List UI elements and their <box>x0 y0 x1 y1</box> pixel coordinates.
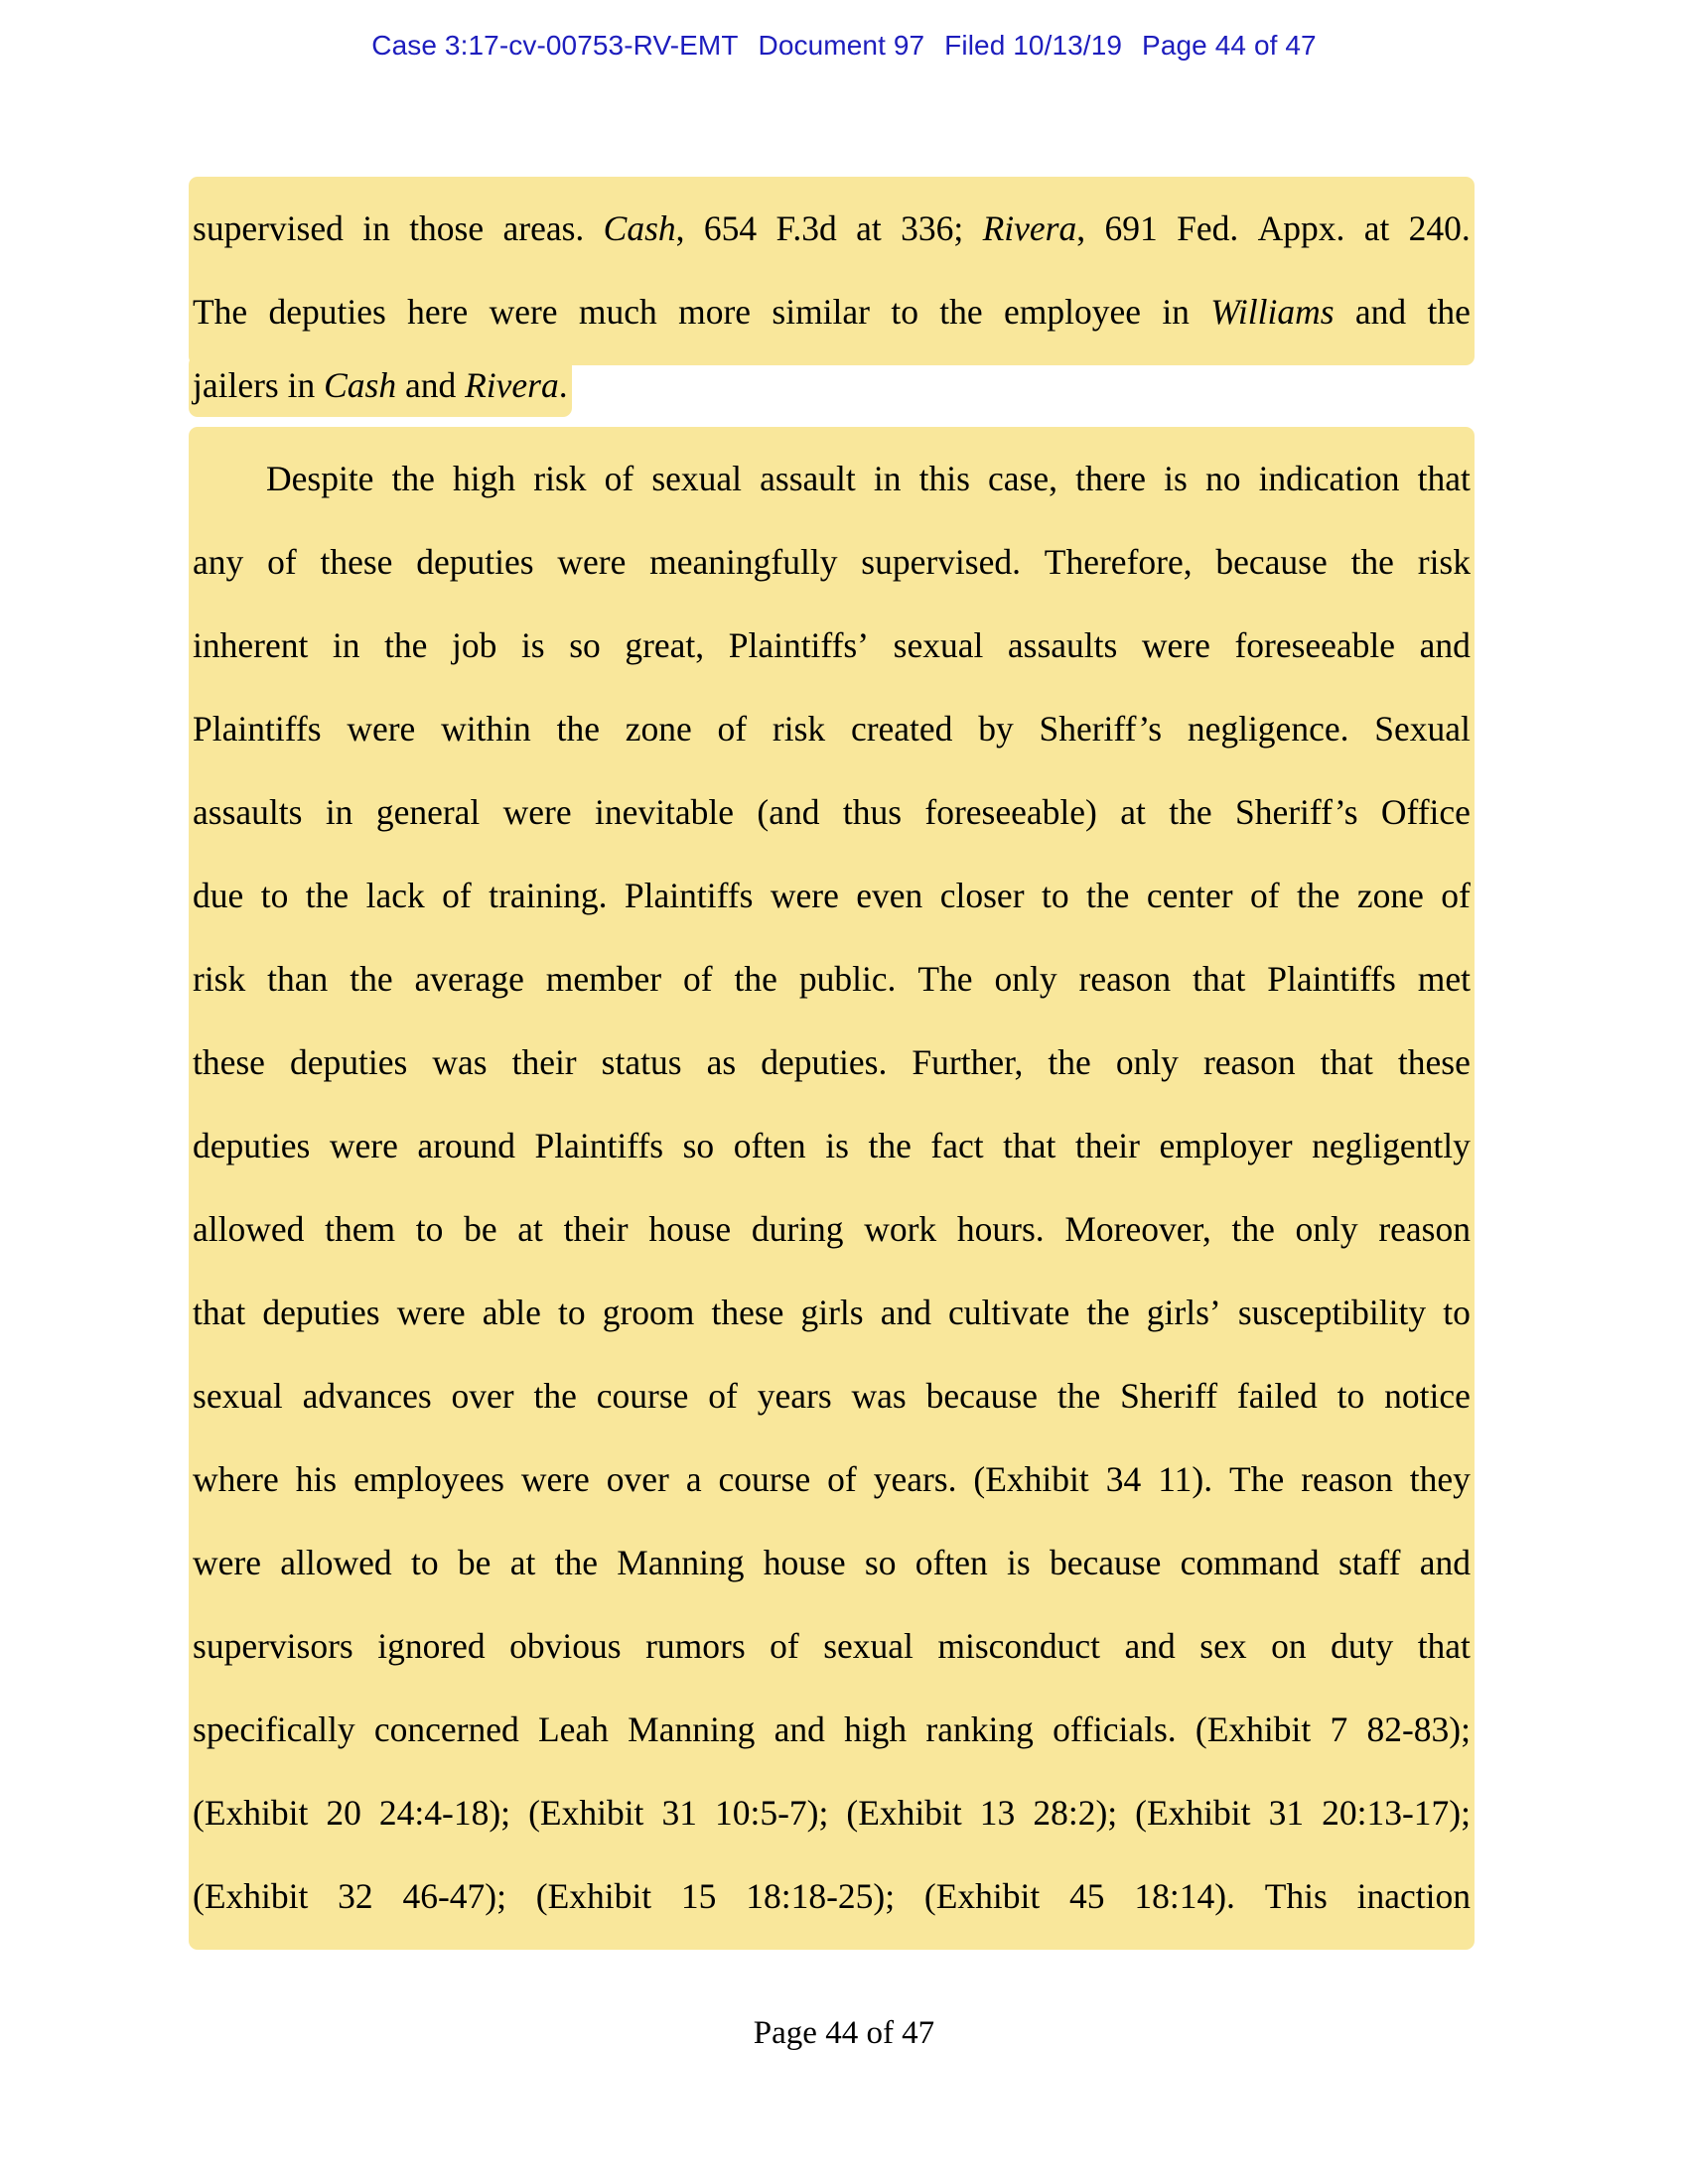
word: this <box>918 459 970 498</box>
word: high <box>844 1709 908 1749</box>
word: and <box>774 1709 825 1749</box>
word: Office <box>1380 792 1471 832</box>
text-line <box>189 1011 1475 1094</box>
word: obvious <box>509 1626 622 1666</box>
text-line <box>189 1844 1475 1928</box>
word: high <box>453 459 516 498</box>
word: were <box>520 1459 590 1499</box>
word: 45 <box>1069 1876 1105 1916</box>
word: the <box>939 292 983 332</box>
word: employees <box>353 1459 504 1499</box>
word: here <box>407 292 469 332</box>
word: rumors <box>645 1626 746 1666</box>
word: The <box>917 959 973 999</box>
word: Sheriff’s <box>1234 792 1358 832</box>
word: (Exhibit <box>846 1793 962 1833</box>
word: and <box>1419 1543 1471 1582</box>
word: to <box>410 1543 439 1582</box>
word: the <box>1048 1042 1091 1082</box>
word: failed <box>1236 1376 1318 1416</box>
word: Manning <box>628 1709 756 1749</box>
word: Manning <box>617 1543 745 1582</box>
word: was <box>851 1376 907 1416</box>
word: 32 <box>338 1876 373 1916</box>
word: Despite <box>266 459 374 498</box>
word: 18:14). <box>1134 1876 1235 1916</box>
word: of <box>1441 876 1471 915</box>
word: at <box>517 1209 543 1249</box>
text-line <box>189 1177 1475 1261</box>
word: officials. <box>1053 1709 1177 1749</box>
word: Sheriff <box>1120 1376 1218 1416</box>
word: Plaintiffs <box>193 709 322 749</box>
word: be <box>457 1543 492 1582</box>
word: command <box>1180 1543 1320 1582</box>
page-footer <box>0 2015 1688 2052</box>
word: Plaintiffs <box>624 876 754 915</box>
word: 13 <box>979 1793 1016 1833</box>
word: 20:13-17); <box>1322 1793 1471 1833</box>
word: to <box>1336 1376 1365 1416</box>
word: Fed. <box>1177 208 1239 248</box>
word: groom <box>602 1293 695 1332</box>
word: were <box>329 1126 398 1165</box>
word: at <box>1363 208 1390 248</box>
word: in <box>362 208 390 248</box>
word: is <box>825 1126 849 1165</box>
word: the <box>1297 876 1340 915</box>
word: Leah <box>537 1709 609 1749</box>
word: the <box>305 876 350 915</box>
word: in <box>873 459 902 498</box>
word: of <box>683 959 713 999</box>
word: risk <box>533 459 587 498</box>
word: there <box>1075 459 1147 498</box>
word: inherent <box>193 625 309 665</box>
word: risk <box>1417 542 1471 582</box>
word: the <box>533 1376 577 1416</box>
word: employer <box>1159 1126 1293 1165</box>
word: was <box>432 1042 488 1082</box>
word: only <box>1115 1042 1179 1082</box>
word: no <box>1204 459 1241 498</box>
text-line <box>189 1511 1475 1594</box>
word: general <box>375 792 481 832</box>
word: Rivera, <box>982 208 1086 248</box>
word: to <box>260 876 289 915</box>
word: Plaintiffs <box>1267 959 1396 999</box>
word: in <box>325 792 353 832</box>
word: great, <box>625 625 705 665</box>
word: be <box>464 1209 497 1249</box>
word: to <box>557 1293 586 1332</box>
text-line <box>189 1761 1475 1844</box>
word: were <box>347 709 416 749</box>
word: the <box>1350 542 1394 582</box>
word: of <box>604 459 634 498</box>
text-line <box>189 427 1475 510</box>
word: reason <box>1078 959 1172 999</box>
text-line <box>189 1261 1475 1344</box>
word: sexual <box>823 1626 914 1666</box>
word: that <box>1193 959 1246 999</box>
text-line <box>189 343 1475 427</box>
word: these <box>320 542 393 582</box>
word: the <box>734 959 777 999</box>
document-body <box>189 177 1475 1928</box>
word: similar <box>772 292 870 332</box>
word: only <box>1295 1209 1358 1249</box>
word: Sexual <box>1374 709 1471 749</box>
word: these <box>193 1042 265 1082</box>
word: supervised. <box>861 542 1021 582</box>
word: reason <box>1378 1209 1471 1249</box>
word: due <box>193 876 244 915</box>
text-line <box>189 177 1475 260</box>
text-line <box>189 677 1475 760</box>
word: average <box>414 959 524 999</box>
word: fact <box>930 1126 984 1165</box>
word: inaction <box>1356 1876 1471 1916</box>
word: (and <box>757 792 820 832</box>
word: house <box>763 1543 846 1582</box>
word: because <box>925 1376 1038 1416</box>
word: (Exhibit <box>923 1876 1041 1916</box>
word: that <box>1417 459 1471 498</box>
word: allowed <box>193 1209 305 1249</box>
word: job <box>452 625 497 665</box>
word: 7 <box>1330 1709 1348 1749</box>
word: (Exhibit <box>528 1793 644 1833</box>
word: the <box>1086 1293 1130 1332</box>
text-line <box>189 1344 1475 1428</box>
text-line <box>189 1678 1475 1761</box>
word: Therefore, <box>1044 542 1193 582</box>
word: that <box>1320 1042 1373 1082</box>
word: 46-47); <box>402 1876 506 1916</box>
word: in <box>1162 292 1190 332</box>
word: sexual <box>193 1376 283 1416</box>
word: Appx. <box>1257 208 1345 248</box>
word: because <box>1050 1543 1162 1582</box>
highlighted-text <box>189 1844 1475 1950</box>
word: as <box>706 1042 737 1082</box>
word: deputies. <box>761 1042 888 1082</box>
word: inevitable <box>595 792 734 832</box>
word: course <box>596 1376 689 1416</box>
word: Plaintiffs’ <box>728 625 870 665</box>
word: status <box>601 1042 682 1082</box>
word: years. <box>873 1459 957 1499</box>
word: reason <box>1301 1459 1393 1499</box>
word: foreseeable <box>1234 625 1396 665</box>
word: 31 <box>661 1793 697 1833</box>
word: case, <box>988 459 1057 498</box>
text-line <box>189 1594 1475 1678</box>
word: deputies <box>268 292 386 332</box>
word: were <box>557 542 627 582</box>
word: the <box>1086 876 1130 915</box>
word: supervised <box>193 208 344 248</box>
word: member <box>545 959 662 999</box>
word: (Exhibit <box>193 1793 309 1833</box>
word: 336; <box>901 208 964 248</box>
word: 24:4-18); <box>378 1793 511 1833</box>
word: that <box>1003 1126 1056 1165</box>
word: Sheriff’s <box>1039 709 1163 749</box>
word: 691 <box>1104 208 1158 248</box>
word: zone <box>1356 876 1424 915</box>
text-line <box>189 594 1475 677</box>
text-line <box>189 844 1475 927</box>
word: girls <box>800 1293 864 1332</box>
word: the <box>350 959 393 999</box>
word: sexual <box>893 625 984 665</box>
word: This <box>1264 1876 1328 1916</box>
word: notice <box>1384 1376 1471 1416</box>
word: areas. <box>502 208 585 248</box>
word: to <box>415 1209 444 1249</box>
word: the <box>556 709 600 749</box>
word: years <box>757 1376 832 1416</box>
word: 82-83); <box>1366 1709 1471 1749</box>
word: 18:18-25); <box>746 1876 896 1916</box>
word: center <box>1146 876 1233 915</box>
word: advances <box>302 1376 432 1416</box>
word: by <box>978 709 1014 749</box>
word: (Exhibit <box>193 1876 309 1916</box>
word: because <box>1215 542 1328 582</box>
text-line <box>189 1428 1475 1511</box>
word: his <box>295 1459 338 1499</box>
word: supervisors <box>193 1626 353 1666</box>
word: F.3d <box>775 208 837 248</box>
word: the <box>1231 1209 1275 1249</box>
word: met <box>1417 959 1471 999</box>
word: Cash, <box>603 208 685 248</box>
word: their <box>563 1209 629 1249</box>
word: they <box>1409 1459 1471 1499</box>
word: assaults <box>193 792 303 832</box>
word: is <box>520 625 545 665</box>
text-line <box>189 1094 1475 1177</box>
word: were <box>502 792 572 832</box>
word: and <box>1354 292 1407 332</box>
word: closer <box>939 876 1025 915</box>
word: over <box>451 1376 514 1416</box>
word: in <box>332 625 360 665</box>
word: zone <box>625 709 692 749</box>
word: ranking <box>925 1709 1034 1749</box>
word: 20 <box>326 1793 361 1833</box>
word: susceptibility <box>1237 1293 1427 1332</box>
word: of <box>708 1376 738 1416</box>
word: training. <box>489 876 608 915</box>
word: negligently <box>1312 1126 1471 1165</box>
word: these <box>1397 1042 1471 1082</box>
word: and <box>1419 625 1471 665</box>
word: 11). <box>1158 1459 1213 1499</box>
word: is <box>1007 1543 1031 1582</box>
word: to <box>1041 876 1069 915</box>
word: of <box>442 876 472 915</box>
word: any <box>193 542 244 582</box>
word: (Exhibit <box>1135 1793 1251 1833</box>
word: the <box>868 1126 912 1165</box>
word: Plaintiffs <box>534 1126 664 1165</box>
word: so <box>569 625 601 665</box>
word: deputies <box>193 1126 311 1165</box>
word: able <box>482 1293 541 1332</box>
word: 10:5-7); <box>715 1793 829 1833</box>
word: 240. <box>1408 208 1471 248</box>
word: The <box>193 292 248 332</box>
word: of <box>770 1626 799 1666</box>
word: where <box>193 1459 279 1499</box>
word: them <box>325 1209 396 1249</box>
word: and <box>1124 1626 1176 1666</box>
word: meaningfully <box>649 542 838 582</box>
word: the <box>1169 792 1212 832</box>
word: that <box>1417 1626 1471 1666</box>
word: 34 <box>1105 1459 1142 1499</box>
word: 15 <box>680 1876 717 1916</box>
word: deputies <box>416 542 534 582</box>
word: to <box>1443 1293 1471 1332</box>
word: sex <box>1199 1626 1247 1666</box>
word: misconduct <box>937 1626 1101 1666</box>
word: even <box>856 876 923 915</box>
word: more <box>678 292 752 332</box>
word: much <box>578 292 657 332</box>
word: of <box>827 1459 857 1499</box>
word: negligence. <box>1187 709 1349 749</box>
word: so <box>864 1543 897 1582</box>
word: the <box>391 459 435 498</box>
word: 28:2); <box>1033 1793 1118 1833</box>
word: (Exhibit <box>973 1459 1089 1499</box>
word: their <box>1074 1126 1140 1165</box>
word: lack <box>365 876 425 915</box>
word: Further, <box>912 1042 1024 1082</box>
word: hours. <box>956 1209 1045 1249</box>
word: the <box>1427 292 1471 332</box>
word: risk <box>193 959 246 999</box>
word: at <box>1120 792 1146 832</box>
word: risk <box>772 709 826 749</box>
ecf-header-stamp <box>0 30 1688 62</box>
word: house <box>648 1209 732 1249</box>
word: course <box>718 1459 811 1499</box>
word: only <box>994 959 1057 999</box>
word: were <box>193 1543 261 1582</box>
word: were <box>1141 625 1210 665</box>
word: so <box>682 1126 715 1165</box>
word: duty <box>1331 1626 1394 1666</box>
word: over <box>606 1459 669 1499</box>
word: were <box>489 292 558 332</box>
word: than <box>267 959 329 999</box>
word: of <box>267 542 297 582</box>
word: ignored <box>377 1626 486 1666</box>
word: of <box>1249 876 1280 915</box>
word: 31 <box>1268 1793 1305 1833</box>
word: cultivate <box>948 1293 1070 1332</box>
word: their <box>511 1042 577 1082</box>
word: often <box>733 1126 806 1165</box>
word: the <box>1056 1376 1101 1416</box>
text-line <box>189 510 1475 594</box>
word: on <box>1271 1626 1307 1666</box>
word: often <box>914 1543 988 1582</box>
text-line <box>189 927 1475 1011</box>
word: created <box>850 709 953 749</box>
word: staff <box>1337 1543 1401 1582</box>
word: girls’ <box>1146 1293 1221 1332</box>
word: that <box>193 1293 246 1332</box>
word: assault <box>760 459 856 498</box>
word: thus <box>842 792 903 832</box>
word: foreseeable) <box>924 792 1097 832</box>
word: during <box>751 1209 844 1249</box>
word: indication <box>1258 459 1400 498</box>
word: within <box>441 709 531 749</box>
word: at <box>509 1543 536 1582</box>
word: reason <box>1202 1042 1296 1082</box>
word: of <box>717 709 748 749</box>
ecf-filed-date: Filed 10/13/19 <box>944 30 1123 61</box>
ecf-page-number: Page 44 of 47 <box>1142 30 1317 61</box>
word: around <box>417 1126 515 1165</box>
word: is <box>1164 459 1188 498</box>
word: concerned <box>373 1709 519 1749</box>
word: work <box>864 1209 937 1249</box>
highlighted-text: jailers in Cash and Rivera. <box>189 355 572 417</box>
word: public. <box>798 959 897 999</box>
word: Williams <box>1210 292 1335 332</box>
word: deputies <box>289 1042 408 1082</box>
ecf-case-number: Case 3:17-cv-00753-RV-EMT <box>371 30 739 61</box>
word: and <box>880 1293 931 1332</box>
word: assaults <box>1007 625 1118 665</box>
word: allowed <box>280 1543 392 1582</box>
word: those <box>409 208 485 248</box>
word: at <box>856 208 882 248</box>
word: (Exhibit <box>535 1876 652 1916</box>
ecf-document-number: Document 97 <box>758 30 925 61</box>
word: Moreover, <box>1064 1209 1211 1249</box>
word: these <box>711 1293 784 1332</box>
word: 654 <box>703 208 758 248</box>
word: were <box>770 876 839 915</box>
word: the <box>384 625 428 665</box>
word: specifically <box>193 1709 355 1749</box>
word: deputies <box>262 1293 380 1332</box>
text-line <box>189 760 1475 844</box>
word: were <box>396 1293 466 1332</box>
word: employee <box>1003 292 1141 332</box>
word: to <box>891 292 918 332</box>
word: a <box>685 1459 702 1499</box>
word: The <box>1229 1459 1285 1499</box>
word: sexual <box>651 459 743 498</box>
text-line <box>189 260 1475 343</box>
word: the <box>554 1543 598 1582</box>
word: (Exhibit <box>1195 1709 1312 1749</box>
footer-page-label: Page 44 of 47 <box>753 2015 935 2051</box>
